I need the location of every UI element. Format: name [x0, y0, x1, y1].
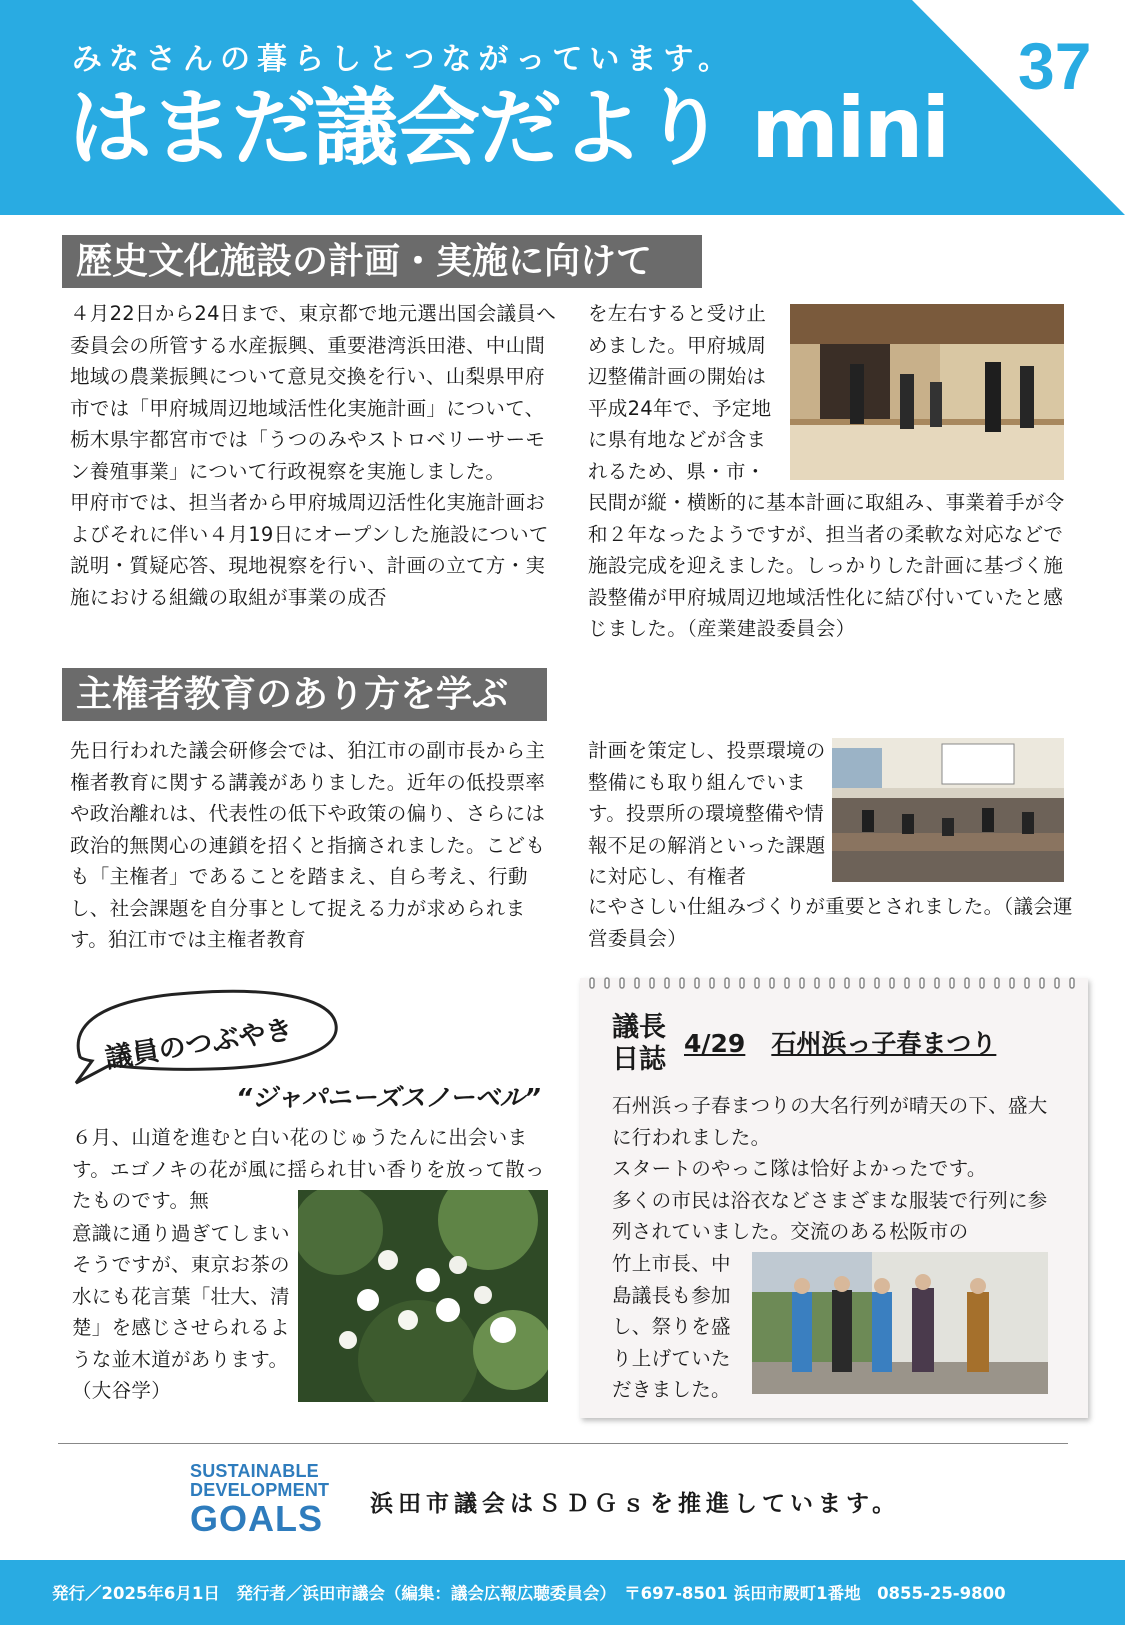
training-session-photo	[832, 738, 1064, 882]
festival-parade-photo	[752, 1252, 1048, 1394]
diary-heading	[684, 1024, 1022, 1060]
snowbell-flower-photo	[298, 1190, 548, 1402]
sdgs-logo	[190, 1462, 330, 1538]
section2-right-bottom-text: にやさしい仕組みづくりが重要とされました。（議会運営委員会）	[588, 895, 1073, 950]
diary-label-line1: 議長	[612, 1012, 666, 1043]
section2-left-column: 先日行われた議会研修会では、狛江市の副市長から主権者教育に関する講義がありました。近年の低投票率や政治離れは、代表性の低下や政策の偏り、さらには政治的無関心の連鎖を招くと指摘されました。こどもも「主権者」であることを踏まえ、自ら考え、行動し、社会課題を自分事として捉える力が求められます。狛江市では主権者教育	[70, 739, 546, 951]
kofu-facility-photo	[790, 304, 1064, 480]
column-title: “ジャパニーズスノーベル”	[236, 1083, 541, 1112]
diary-text-main	[612, 1090, 1060, 1248]
diary-text-side: 竹上市長、中島議長も参加し、祭りを盛り上げていただきました。	[612, 1252, 731, 1401]
masthead	[0, 0, 1125, 215]
column-text-top: ６月、山道を進むと白い花のじゅうたんに出会います。エゴノキの花が風に揺られ甘い香りを放って散ったものです。無	[72, 1126, 545, 1212]
newsletter-title: はまだ議会だより mini	[68, 79, 949, 177]
section1-right-top-text: を左右すると受け止めました。甲府城周辺整備計画の開始は平成24年で、予定地に県有地などが含まれるため、県・市・	[588, 302, 772, 483]
section-heading-history: 歴史文化施設の計画・実施に向けて	[62, 235, 702, 288]
issue-number: 37	[1018, 29, 1092, 103]
diary-event: 石州浜っ子春まつり	[771, 1029, 997, 1058]
section-heading-civic-education: 主権者教育のあり方を学ぶ	[62, 668, 547, 721]
section1-left-column	[70, 298, 558, 613]
bubble-label: 議員のつぶやき	[103, 1014, 295, 1075]
publication-info: 発行／2025年6月1日 発行者／浜田市議会（編集：議会広報広聴委員会） 〒697-8501 浜田市殿町1番地 0855-25-9800	[52, 1584, 1006, 1603]
notepad-rings	[580, 976, 1088, 990]
footer-bar	[0, 1560, 1125, 1625]
section1-paragraph-1: ４月22日から24日まで、東京都で地元選出国会議員へ委員会の所管する水産振興、重要港湾浜田港、中山間地域の農業振興について意見交換を行い、山梨県甲府市では「甲府城周辺地域活性化実施計画」について、栃木県宇都宮市では「うつのみやストロベリーサーモン養殖事業」について行政視察を実施しました。	[70, 302, 557, 483]
diary-paragraph-3: 多くの市民は浴衣などさまざまな服装で行列に参列されていました。交流のある松阪市の	[612, 1188, 1048, 1243]
diary-paragraph-2: スタートのやっこ隊は恰好よかったです。	[612, 1157, 987, 1180]
tagline: みなさんの暮らしとつながっています。	[72, 42, 735, 77]
section2-right-top-text: 計画を策定し、投票環境の整備にも取り組んでいます。投票所の環境整備や情報不足の解消といった課題に対応し、有権者	[588, 739, 826, 888]
diary-date: 4/29	[684, 1029, 746, 1058]
diary-label-line2: 日誌	[612, 1044, 666, 1075]
diary-label	[612, 1012, 666, 1076]
sdgs-logo-line2: DEVELOPMENT	[190, 1480, 330, 1500]
column-text-side: 意識に通り過ぎてしまいそうですが、東京お茶の水にも花言葉「壮大、清楚」を感じさせられるような並木道があります。（大谷学）	[72, 1221, 290, 1402]
sdgs-logo-line3: GOALS	[190, 1498, 324, 1539]
section1-paragraph-2: 甲府市では、担当者から甲府城周辺活性化実施計画およびそれに伴い４月19日にオープンした施設について説明・質疑応答、現地視察を行い、計画の立て方・実施における組織の取組が事業の成否	[70, 491, 549, 609]
section1-right-bottom-text: 民間が縦・横断的に基本計画に取組み、事業着手が令和２年なったようですが、担当者の柔軟な対応などで施設完成を迎えました。しっかりした計画に基づく施設整備が甲府城周辺地域活性化に結び付いていたと感じました。（産業建設委員会）	[588, 491, 1065, 640]
footer-divider	[58, 1443, 1068, 1444]
diary-paragraph-1: 石州浜っ子春まつりの大名行列が晴天の下、盛大に行われました。	[612, 1094, 1048, 1149]
sdgs-statement: 浜田市議会はＳＤＧｓを推進しています。	[370, 1491, 901, 1517]
sdgs-logo-line1: SUSTAINABLE	[190, 1461, 319, 1481]
